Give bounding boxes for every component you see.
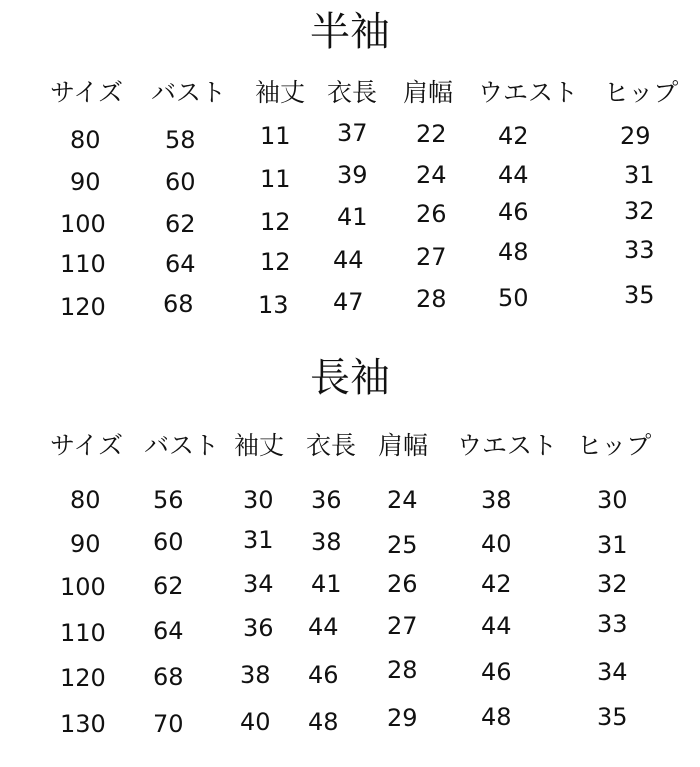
- waist-value: 38: [481, 486, 512, 514]
- size-value: 100: [60, 210, 106, 238]
- bust-value: 70: [153, 710, 184, 738]
- long-sleeve-title: 長袖: [310, 355, 390, 401]
- body-length-value: 39: [337, 161, 368, 189]
- size-value: 80: [70, 126, 101, 154]
- hip-value: 32: [624, 197, 655, 225]
- sleeve-length-value: 13: [258, 291, 289, 319]
- waist-value: 44: [498, 161, 529, 189]
- body-length-value: 37: [337, 119, 368, 147]
- size-value: 110: [60, 250, 106, 278]
- header-waist: ウエスト: [457, 431, 558, 460]
- waist-value: 44: [481, 612, 512, 640]
- sleeve-length-value: 12: [260, 248, 291, 276]
- bust-value: 56: [153, 486, 184, 514]
- hip-value: 30: [597, 486, 628, 514]
- waist-value: 42: [481, 570, 512, 598]
- bust-value: 68: [163, 290, 194, 318]
- waist-value: 40: [481, 530, 512, 558]
- shoulder-width-value: 25: [387, 531, 418, 559]
- header-size: サイズ: [50, 431, 124, 460]
- header-bust: バスト: [144, 431, 220, 460]
- header-body-length: 衣長: [306, 431, 357, 460]
- body-length-value: 36: [311, 486, 342, 514]
- sleeve-length-value: 11: [260, 165, 291, 193]
- body-length-value: 44: [333, 246, 364, 274]
- bust-value: 60: [165, 168, 196, 196]
- waist-value: 42: [498, 122, 529, 150]
- hip-value: 31: [624, 161, 655, 189]
- hip-value: 33: [597, 610, 628, 638]
- body-length-value: 38: [311, 528, 342, 556]
- bust-value: 64: [153, 617, 184, 645]
- sleeve-length-value: 12: [260, 208, 291, 236]
- waist-value: 50: [498, 284, 529, 312]
- sleeve-length-value: 31: [243, 526, 274, 554]
- shoulder-width-value: 26: [416, 200, 447, 228]
- size-value: 130: [60, 710, 106, 738]
- bust-value: 64: [165, 250, 196, 278]
- waist-value: 46: [498, 198, 529, 226]
- shoulder-width-value: 24: [416, 161, 447, 189]
- hip-value: 35: [624, 281, 655, 309]
- body-length-value: 48: [308, 708, 339, 736]
- size-value: 100: [60, 573, 106, 601]
- sleeve-length-value: 30: [243, 486, 274, 514]
- size-value: 80: [70, 486, 101, 514]
- sleeve-length-value: 34: [243, 570, 274, 598]
- header-hip: ヒップ: [577, 431, 652, 460]
- header-body-length: 衣長: [327, 78, 378, 107]
- header-shoulder-width: 肩幅: [378, 431, 429, 460]
- short-sleeve-title: 半袖: [310, 9, 390, 55]
- hip-value: 33: [624, 236, 655, 264]
- shoulder-width-value: 29: [387, 704, 418, 732]
- header-hip: ヒップ: [604, 78, 679, 107]
- sleeve-length-value: 11: [260, 122, 291, 150]
- size-value: 120: [60, 664, 106, 692]
- sleeve-length-value: 40: [240, 708, 271, 736]
- body-length-value: 41: [311, 570, 342, 598]
- shoulder-width-value: 26: [387, 570, 418, 598]
- size-value: 90: [70, 168, 101, 196]
- shoulder-width-value: 24: [387, 486, 418, 514]
- hip-value: 29: [620, 122, 651, 150]
- header-bust: バスト: [151, 78, 227, 107]
- waist-value: 48: [481, 703, 512, 731]
- size-value: 90: [70, 530, 101, 558]
- size-value: 120: [60, 293, 106, 321]
- waist-value: 46: [481, 658, 512, 686]
- hip-value: 32: [597, 570, 628, 598]
- shoulder-width-value: 27: [387, 612, 418, 640]
- sleeve-length-value: 36: [243, 614, 274, 642]
- body-length-value: 46: [308, 661, 339, 689]
- shoulder-width-value: 27: [416, 243, 447, 271]
- bust-value: 62: [165, 210, 196, 238]
- body-length-value: 47: [333, 288, 364, 316]
- bust-value: 68: [153, 663, 184, 691]
- sleeve-length-value: 38: [240, 661, 271, 689]
- header-size: サイズ: [50, 78, 124, 107]
- shoulder-width-value: 22: [416, 120, 447, 148]
- waist-value: 48: [498, 238, 529, 266]
- shoulder-width-value: 28: [416, 285, 447, 313]
- header-waist: ウエスト: [478, 78, 579, 107]
- bust-value: 62: [153, 572, 184, 600]
- header-sleeve-length: 袖丈: [234, 431, 285, 460]
- hip-value: 35: [597, 703, 628, 731]
- bust-value: 58: [165, 126, 196, 154]
- hip-value: 31: [597, 531, 628, 559]
- shoulder-width-value: 28: [387, 656, 418, 684]
- bust-value: 60: [153, 528, 184, 556]
- header-sleeve-length: 袖丈: [255, 78, 306, 107]
- body-length-value: 41: [337, 203, 368, 231]
- size-value: 110: [60, 619, 106, 647]
- hip-value: 34: [597, 658, 628, 686]
- body-length-value: 44: [308, 613, 339, 641]
- header-shoulder-width: 肩幅: [403, 78, 454, 107]
